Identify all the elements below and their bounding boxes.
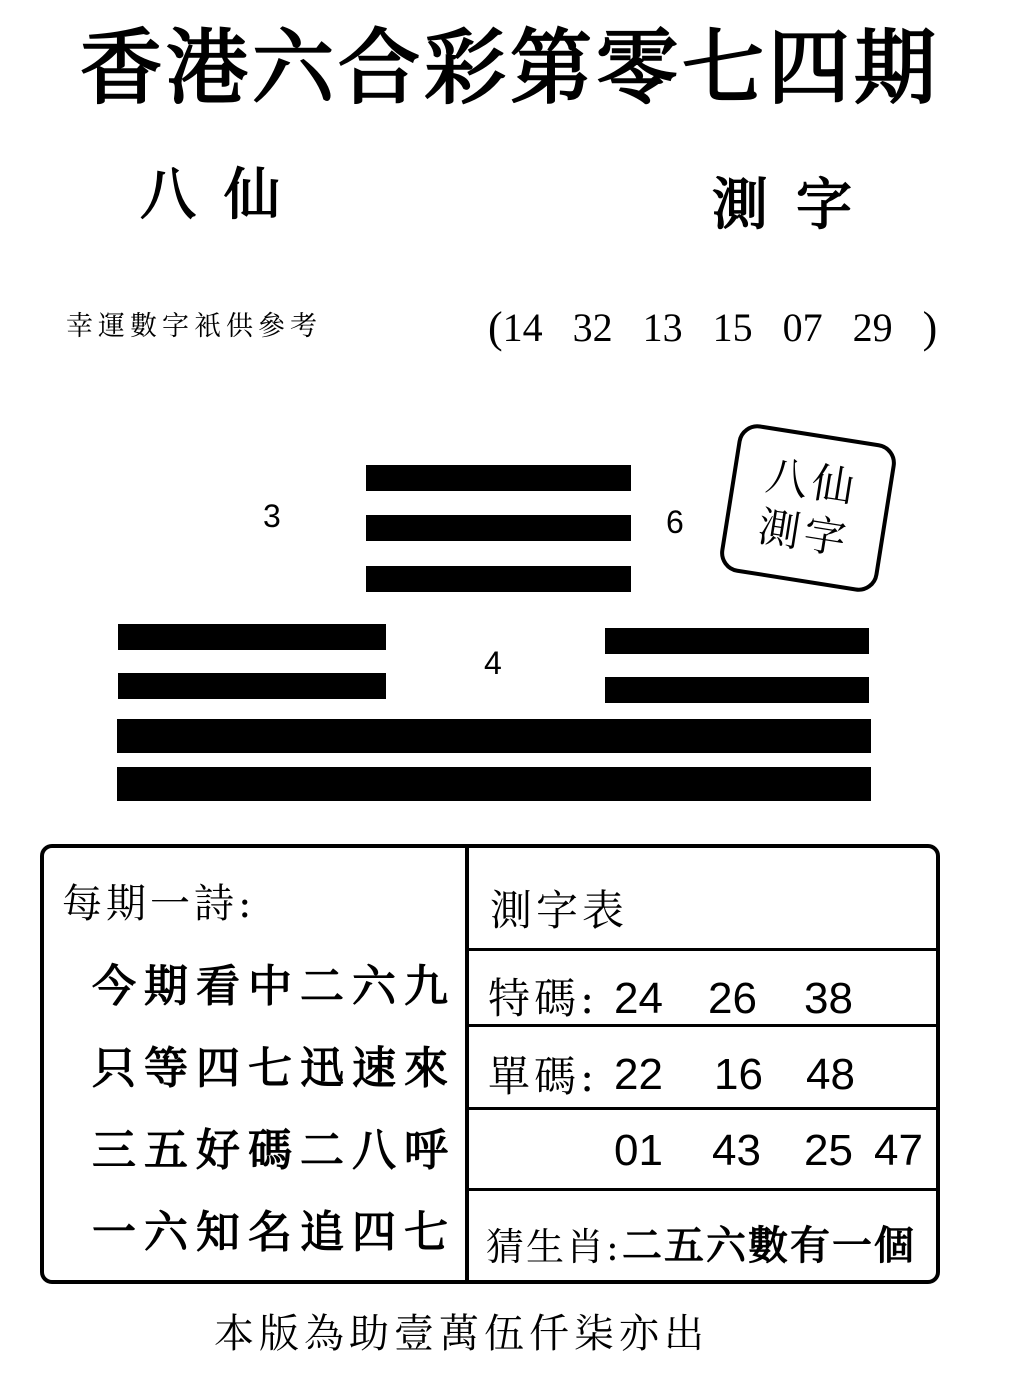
single-number-label: 單碼: (488, 1052, 599, 1101)
zodiac-value: 二五六數有一個 (622, 1222, 916, 1269)
lucky-number: 15 (712, 305, 753, 350)
upper-trigram-line (366, 566, 631, 592)
lucky-close-paren: ) (922, 303, 938, 352)
lucky-number: 13 (642, 305, 683, 350)
lucky-number: 07 (782, 305, 823, 350)
single-number: 48 (806, 1050, 855, 1099)
poem-line: 只等四七迅速來 (92, 1043, 456, 1094)
single-number: 16 (714, 1050, 763, 1099)
page-title: 香港六合彩第零七四期 (79, 20, 940, 116)
lucky-number: 14 (502, 305, 543, 350)
zodiac-label: 猜生肖: (486, 1225, 621, 1269)
full-line (117, 767, 871, 801)
poem-line: 一六知名追四七 (92, 1207, 456, 1258)
special-number-label: 特碼: (488, 974, 599, 1023)
poem-title: 每期一詩: (62, 881, 256, 927)
lucky-number: 32 (572, 305, 613, 350)
hexagram-lower-number: 4 (484, 645, 502, 681)
extra-number: 47 (874, 1126, 923, 1175)
table-row-divider (469, 948, 936, 951)
extra-number: 01 (614, 1126, 663, 1175)
poem-line: 今期看中二六九 (92, 961, 456, 1012)
table-row-divider (469, 1188, 936, 1191)
table-title: 測字表 (490, 886, 629, 935)
subtitle-left: 八仙 (140, 162, 308, 228)
lucky-numbers (488, 300, 937, 356)
lucky-numbers-label: 幸運數字衹供參考 (66, 311, 322, 342)
hexagram-right-number: 6 (666, 504, 684, 540)
subtitle-right: 測字 (712, 172, 880, 238)
single-number: 22 (614, 1050, 663, 1099)
hexagram-upper-number: 3 (263, 498, 281, 534)
lucky-open-paren: ( (488, 303, 503, 352)
lower-right-line (605, 628, 869, 654)
footer-note: 本版為助壹萬伍仟柒亦出 (214, 1311, 709, 1357)
special-number: 26 (708, 974, 757, 1023)
stamp-seal (717, 421, 898, 594)
lower-left-line (118, 673, 386, 699)
lower-left-line (118, 624, 386, 650)
special-number: 38 (804, 974, 853, 1023)
stamp-line-2: 測字 (754, 501, 854, 565)
upper-trigram-line (366, 515, 631, 541)
stamp-line-1: 八仙 (762, 450, 862, 514)
poem-line: 三五好碼二八呼 (92, 1125, 456, 1176)
extra-number: 25 (804, 1126, 853, 1175)
full-line (117, 719, 871, 753)
table-row-divider (469, 1107, 936, 1110)
upper-trigram-line (366, 465, 631, 491)
special-number: 24 (614, 974, 663, 1023)
extra-number: 43 (712, 1126, 761, 1175)
info-box-divider (465, 848, 469, 1280)
lower-right-line (605, 677, 869, 703)
lucky-number: 29 (852, 305, 893, 350)
